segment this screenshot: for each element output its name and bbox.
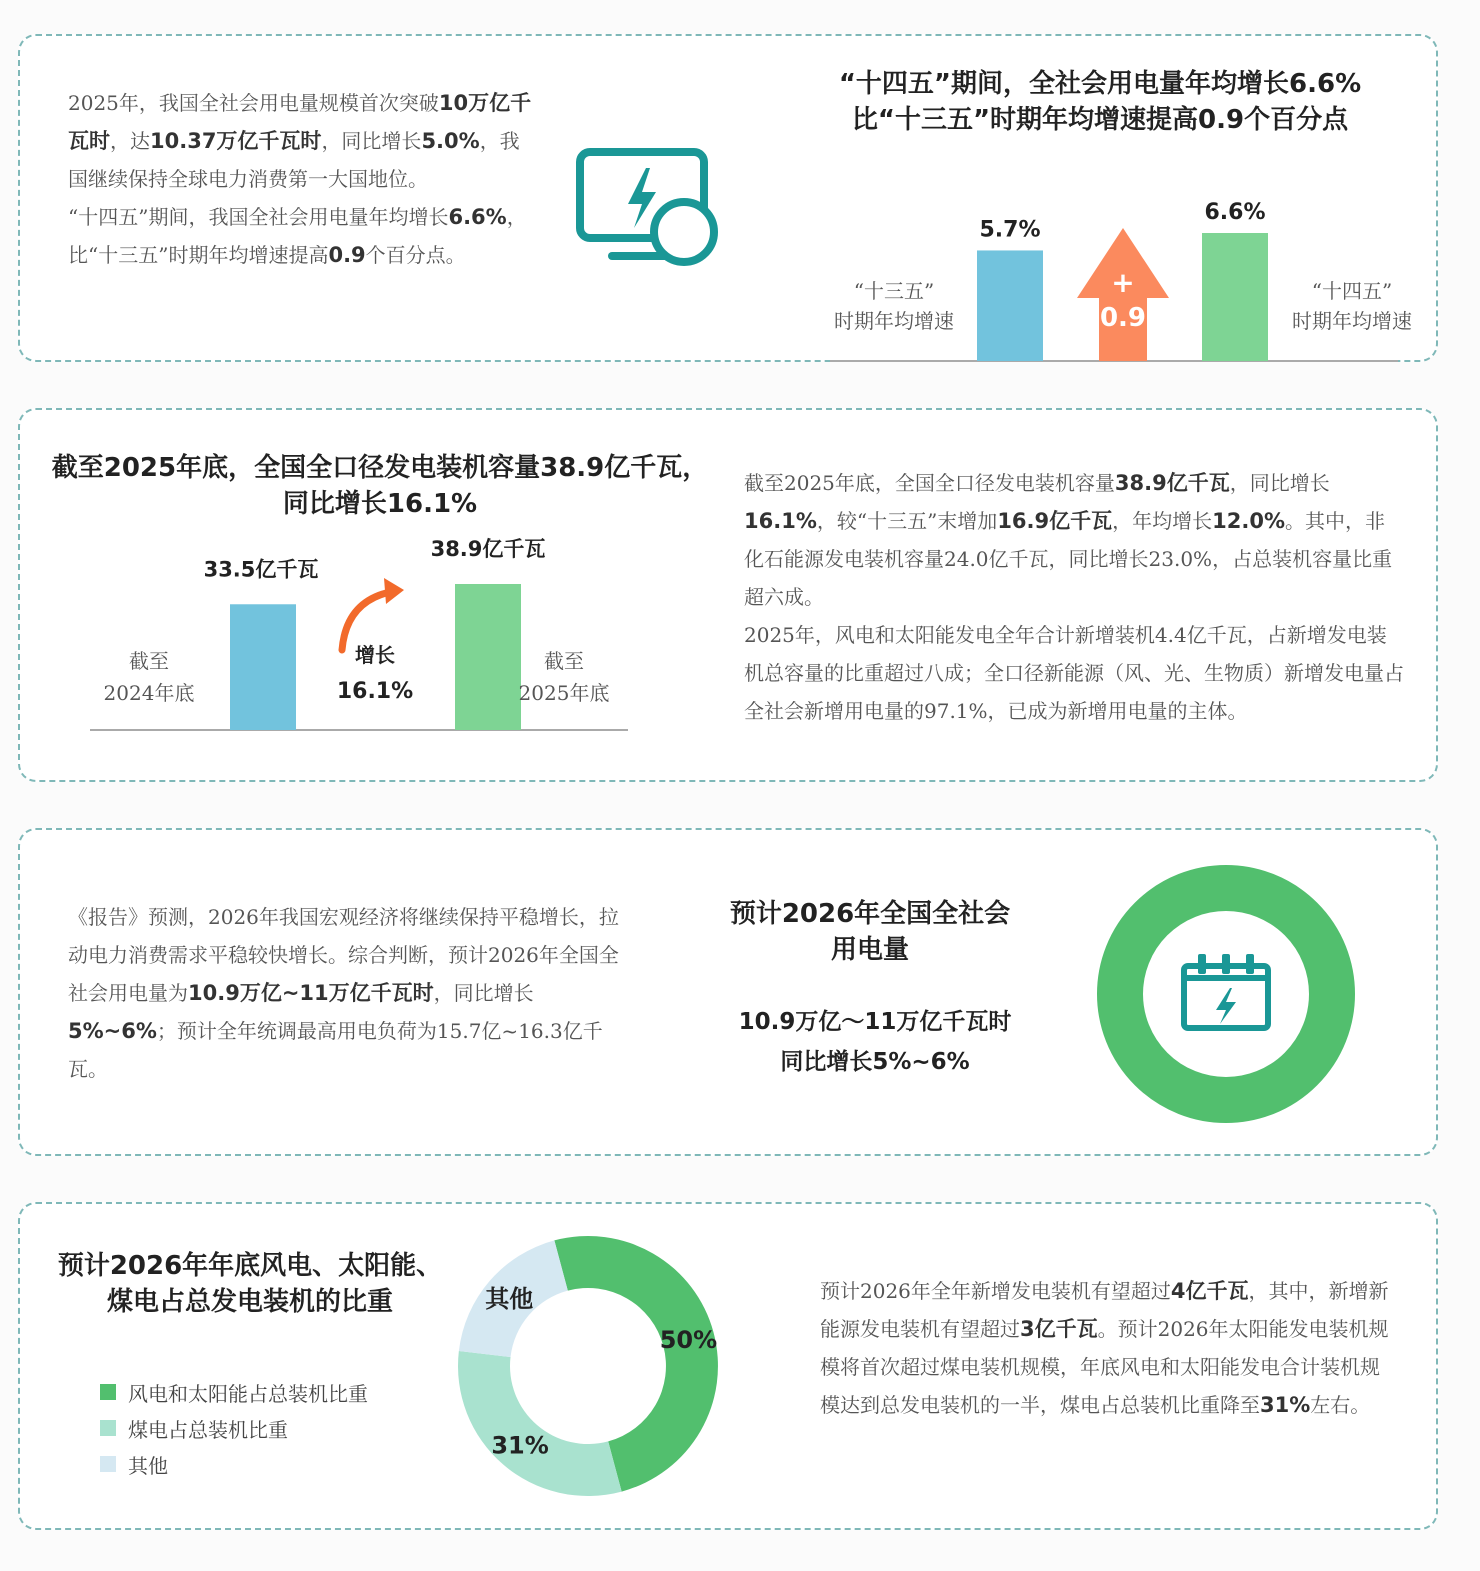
chart1-title	[820, 66, 1380, 138]
monitor-lightning-gear-icon	[576, 148, 720, 274]
highlight-value: 5.0%	[421, 129, 480, 153]
paragraph-text: 截至2025年底，全国全口径发电装机容量	[744, 471, 1115, 495]
chart2-value-label-1: 38.9亿千瓦	[430, 537, 546, 561]
legend-swatch	[100, 1384, 116, 1400]
capacity-bar-chart	[90, 534, 630, 734]
paragraph-text: 2025年，我国全社会用电量规模首次突破	[68, 91, 439, 115]
highlight-value: 38.9亿千瓦	[1114, 471, 1230, 495]
share-donut-chart	[430, 1234, 718, 1504]
paragraph-text: 预计2026年全年新增发电装机有望超过	[820, 1279, 1171, 1303]
donut-slice-label-0: 50%	[659, 1326, 718, 1355]
chart1-category-label-0: “十三五”时期年均增速	[834, 279, 954, 333]
panel-electricity-consumption	[18, 34, 1438, 362]
paragraph-text: ；预计全年统调最高用电负荷为15.7亿~16.3亿千瓦。	[68, 1019, 603, 1081]
chart2-annotation-value: 16.1%	[336, 679, 414, 704]
share-title-line1: 预计2026年年底风电、太阳能、	[57, 1251, 443, 1281]
paragraph-text: 。其中，非化石能源发电装机容量24.0亿千瓦，同比增长23.0%，占总装机容量比重超六成。	[744, 509, 1393, 609]
chart1-title-line1: “十四五”期间，全社会用电量年均增长6.6%	[838, 69, 1362, 99]
paragraph-text: 《报告》预测，2026年我国宏观经济将继续保持平稳增长，拉动电力消费需求平稳较快增长。综合判断，预计2026年全国全社会用电量为	[68, 905, 619, 1005]
legend-swatch	[100, 1456, 116, 1472]
paragraph-text: 个百分点。	[365, 243, 466, 267]
forecast-title	[710, 896, 1030, 968]
forecast-paragraph	[68, 898, 628, 1088]
panel-installed-capacity	[18, 408, 1438, 782]
chart1-title-line2: 比“十三五”时期年均增速提高0.9个百分点	[851, 105, 1349, 135]
legend-label: 风电和太阳能占总装机比重	[128, 1381, 368, 1406]
highlight-value: 31%	[1260, 1393, 1311, 1417]
chart2-bar-1	[455, 584, 521, 730]
highlight-value: 5%~6%	[68, 1019, 157, 1043]
paragraph-text: ，较“十三五”末增加	[816, 509, 998, 533]
highlight-value: 16.9亿千瓦	[997, 509, 1113, 533]
chart1-category-label-1: “十四五”时期年均增速	[1292, 279, 1412, 333]
highlight-value: 3亿千瓦	[1020, 1317, 1098, 1341]
paragraph-text: ，同比增长	[1229, 471, 1330, 495]
chart1-bar-1	[1202, 233, 1268, 361]
paragraph-text: 。预计2026年太阳能发电装机规模将首次超过煤电装机规模，年底风电和太阳能发电合计装机规模达到总发电装机的一半，煤电占总装机比重降至	[820, 1317, 1389, 1417]
panel-installed-share	[18, 1202, 1438, 1530]
chart2-value-label-0: 33.5亿千瓦	[203, 557, 319, 582]
paragraph-text: 左右。	[1310, 1393, 1371, 1417]
forecast-title-line1: 预计2026年全国全社会	[729, 899, 1011, 929]
paragraph-text: ，年均增长	[1112, 509, 1213, 533]
paragraph-text: ，其中，新增新能源发电装机有望超过	[820, 1279, 1389, 1341]
donut-slice-label-2: 其他	[485, 1285, 534, 1314]
forecast-values	[710, 1002, 1040, 1082]
share-legend	[100, 1374, 368, 1482]
share-title-line2: 煤电占总发电装机的比重	[106, 1287, 393, 1317]
highlight-value: 10.37万亿千瓦时	[150, 129, 322, 153]
highlight-value: 10万亿千瓦时	[68, 91, 532, 153]
chart2-title-line1: 截至2025年底，全国全口径发电装机容量38.9亿千瓦，	[51, 453, 709, 483]
share-title	[50, 1248, 450, 1320]
donut-slice-label-1: 31%	[491, 1431, 549, 1460]
paragraph-text: ，达	[110, 129, 150, 153]
paragraph-text: ，同比增长	[321, 129, 422, 153]
forecast-ring-circle	[1120, 888, 1332, 1100]
share-paragraph	[820, 1272, 1390, 1424]
paragraph-text: 2025年，风电和太阳能发电全年合计新增装机4.4亿千瓦，占新增发电装机总容量的比重超过八成；全口径新能源（风、光、生物质）新增发电量占全社会新增用电量的97.1%，已成为新增用电量的主体。	[744, 623, 1404, 723]
paragraph-text: ，同比增长	[433, 981, 534, 1005]
legend-item	[100, 1410, 368, 1446]
chart1-annotation-plus: +	[1111, 266, 1135, 299]
highlight-value: 12.0%	[1212, 509, 1285, 533]
chart1-annotation-value: 0.9	[1099, 303, 1147, 333]
forecast-growth-range: 同比增长5%~6%	[780, 1049, 970, 1075]
panel-2026-forecast	[18, 828, 1438, 1156]
donut-slice-1	[458, 1351, 622, 1496]
paragraph-text: “十四五”期间，我国全社会用电量年均增长	[68, 205, 449, 229]
legend-item	[100, 1374, 368, 1410]
highlight-value: 6.6%	[448, 205, 507, 229]
legend-label: 其他	[128, 1453, 168, 1478]
consumption-paragraph	[68, 84, 538, 274]
chart2-title	[50, 450, 710, 522]
chart1-bar-0	[977, 250, 1043, 361]
capacity-paragraph	[744, 464, 1404, 730]
legend-swatch	[100, 1420, 116, 1436]
legend-label: 煤电占总装机比重	[128, 1417, 288, 1442]
paragraph-text: ，我国继续保持全球电力消费第一大国地位。	[68, 129, 520, 191]
legend-item	[100, 1446, 368, 1482]
calendar-lightning-icon	[1184, 954, 1268, 1028]
chart2-annotation-label: 增长	[355, 643, 395, 667]
highlight-value: 4亿千瓦	[1170, 1279, 1249, 1303]
chart2-bar-0	[230, 604, 296, 730]
highlight-value: 0.9	[328, 243, 366, 267]
forecast-title-line2: 用电量	[830, 935, 909, 965]
chart1-value-label-1: 6.6%	[1204, 200, 1266, 225]
curved-arrow-head-icon	[384, 578, 404, 604]
chart2-category-label-1: 截至 2025年底	[518, 649, 610, 705]
forecast-value-range: 10.9万亿～11万亿千瓦时	[738, 1009, 1012, 1035]
chart2-category-label-0: 截至 2024年底	[103, 649, 195, 705]
chart2-title-line2: 同比增长16.1%	[282, 489, 478, 519]
paragraph-text: ，比“十三五”时期年均增速提高	[68, 205, 527, 267]
growth-rate-bar-chart	[810, 156, 1412, 333]
chart1-value-label-0: 5.7%	[979, 217, 1041, 243]
highlight-value: 10.9万亿~11万亿千瓦时	[188, 981, 434, 1005]
forecast-ring	[1096, 864, 1356, 1124]
curved-arrow-icon	[342, 592, 390, 650]
highlight-value: 16.1%	[744, 509, 817, 533]
